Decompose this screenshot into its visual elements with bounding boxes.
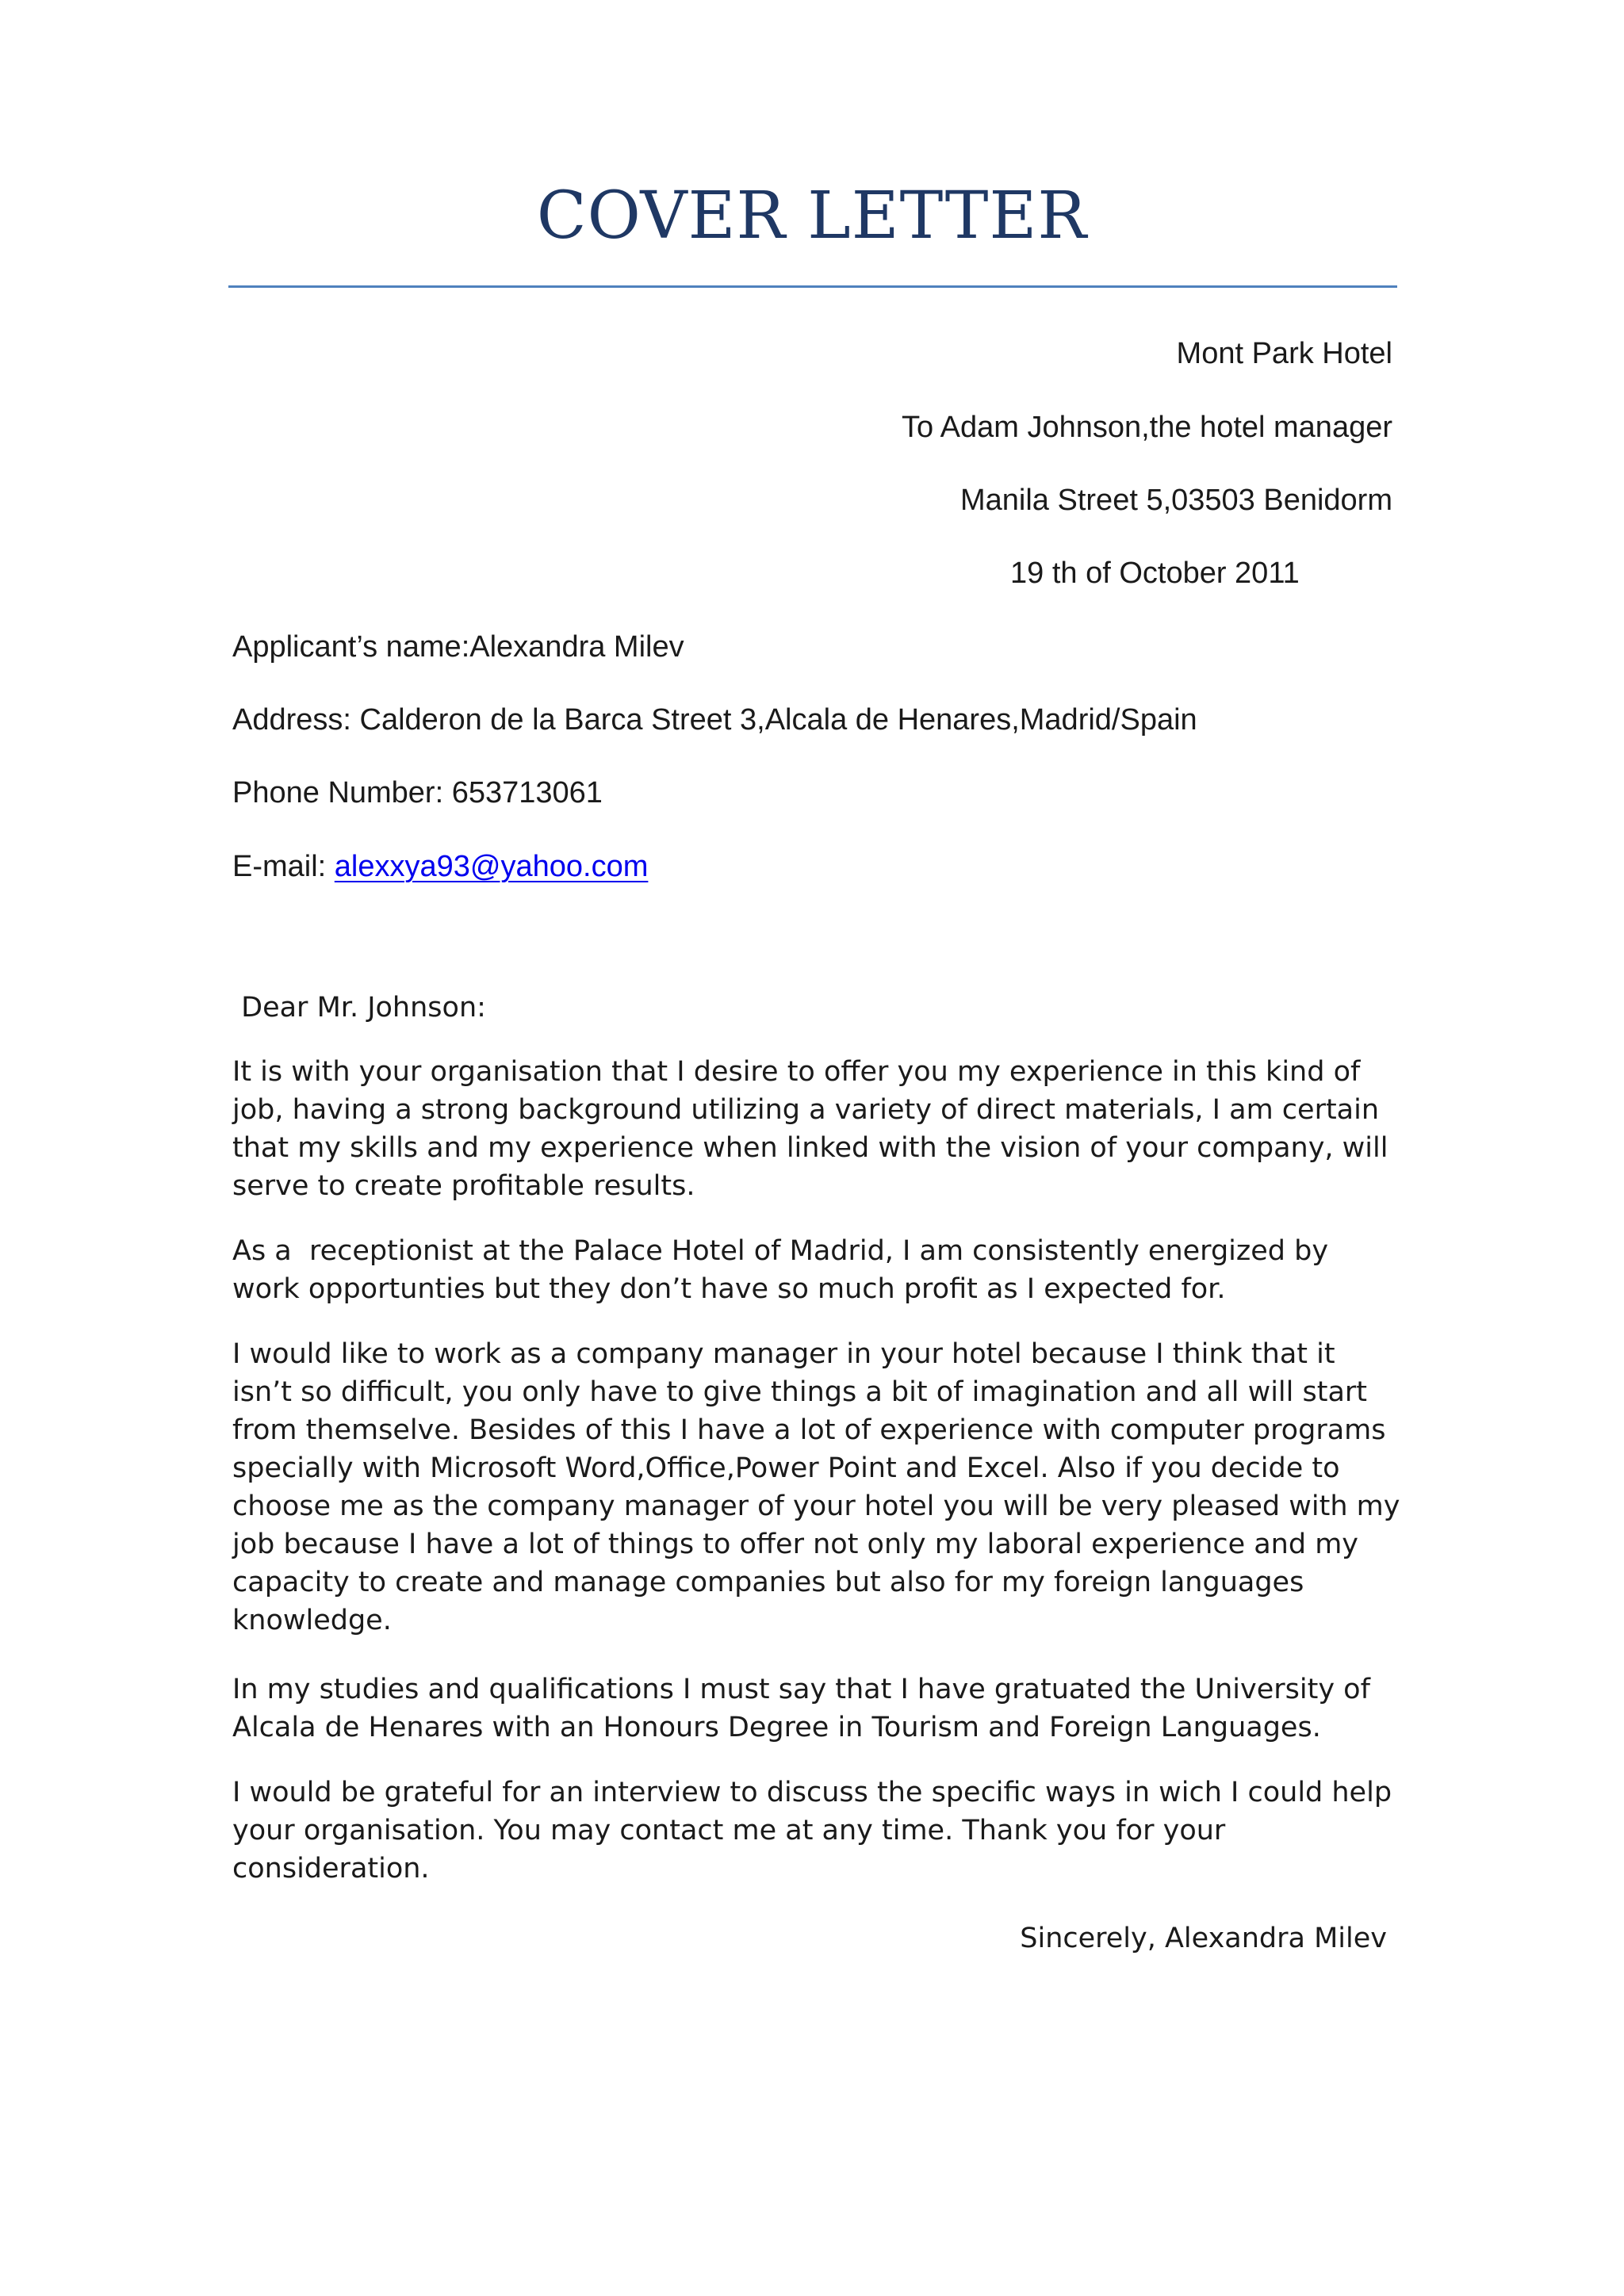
title-underline-rule: [228, 285, 1397, 288]
salutation: Dear Mr. Johnson:: [232, 992, 486, 1024]
applicant-email-line: [232, 851, 648, 882]
paragraph-line: capacity to create and manage companies but also for my foreign languages: [232, 1567, 1304, 1598]
recipient-address: Manila Street 5,03503 Benidorm: [960, 484, 1392, 517]
paragraph-line: consideration.: [232, 1853, 430, 1885]
paragraph-line: Alcala de Henares with an Honours Degree in Tourism and Foreign Languages.: [232, 1712, 1321, 1743]
paragraph-line: serve to create profitable results.: [232, 1170, 695, 1202]
document-title: COVER LETTER: [536, 178, 1088, 254]
paragraph-line: your organisation. You may contact me at any time. Thank you for your: [232, 1815, 1226, 1846]
paragraph-2: [232, 1232, 1406, 1308]
paragraph-line: job, having a strong background utilizing a variety of direct materials, I am certain: [232, 1094, 1380, 1126]
paragraph-line: As a receptionist at the Palace Hotel of Madrid, I am consistently energized by: [232, 1235, 1329, 1267]
paragraph-line: specially with Microsoft Word,Office,Power Point and Excel. Also if you decide to: [232, 1452, 1340, 1484]
email-link[interactable]: alexxya93@yahoo.com: [334, 850, 649, 883]
paragraph-line: choose me as the company manager of your hotel you will be very pleased with my: [232, 1490, 1400, 1522]
paragraph-line: from themselve. Besides of this I have a lot of experience with computer programs: [232, 1414, 1386, 1446]
paragraph-5: [232, 1774, 1406, 1888]
paragraph-line: I would be grateful for an interview to discuss the specific ways in wich I could help: [232, 1777, 1392, 1808]
email-label: E-mail:: [232, 850, 335, 883]
recipient-company: Mont Park Hotel: [1176, 337, 1392, 370]
paragraph-1: [232, 1053, 1406, 1205]
paragraph-3: [232, 1335, 1406, 1640]
paragraph-line: work opportunties but they don’t have so much profit as I expected for.: [232, 1273, 1226, 1305]
paragraph-line: job because I have a lot of things to offer not only my laboral experience and my: [232, 1529, 1359, 1560]
paragraph-line: In my studies and qualifications I must say that I have gratuated the University of: [232, 1674, 1370, 1705]
signoff: Sincerely, Alexandra Milev: [1020, 1923, 1387, 1954]
paragraph-line: knowledge.: [232, 1605, 392, 1636]
letter-date: 19 th of October 2011: [1010, 557, 1300, 590]
applicant-phone: Phone Number: 653713061: [232, 776, 603, 809]
recipient-to: To Adam Johnson,the hotel manager: [902, 411, 1392, 444]
paragraph-line: isn’t so difficult, you only have to give things a bit of imagination and all will start: [232, 1376, 1368, 1408]
paragraph-line: It is with your organisation that I desire to offer you my experience in this kind of: [232, 1056, 1361, 1088]
applicant-address: Address: Calderon de la Barca Street 3,Alcala de Henares,Madrid/Spain: [232, 703, 1197, 737]
applicant-name: Applicant’s name:Alexandra Milev: [232, 630, 684, 664]
paragraph-4: [232, 1670, 1406, 1747]
paragraph-line: that my skills and my experience when linked with the vision of your company, will: [232, 1132, 1388, 1164]
paragraph-line: I would like to work as a company manager in your hotel because I think that it: [232, 1338, 1335, 1370]
